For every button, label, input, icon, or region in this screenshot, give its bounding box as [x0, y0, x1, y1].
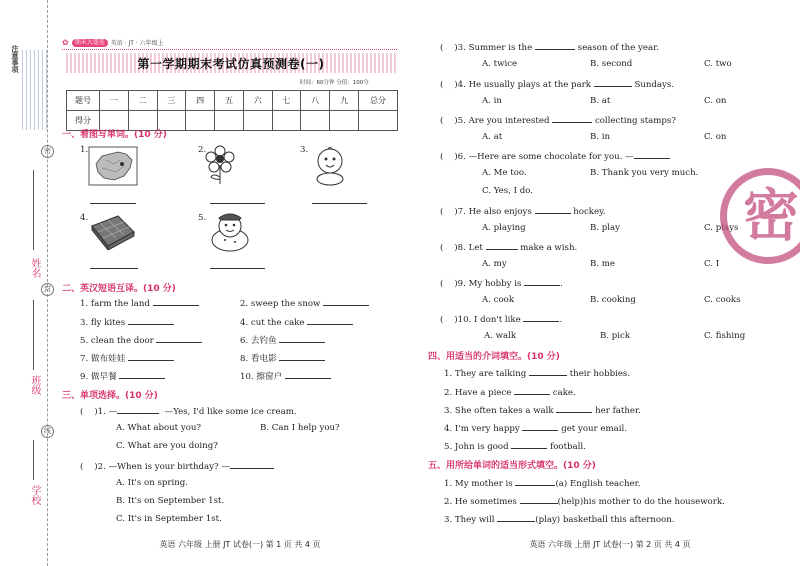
mc-question: ( )1. — —Yes, I'd like some ice cream. [80, 407, 297, 417]
score-cell: 九 [330, 91, 359, 111]
answer-blank[interactable] [634, 150, 670, 159]
option-b[interactable]: B. in [590, 132, 611, 142]
phrase-text: 3. fly kites [80, 318, 126, 328]
binding-margin [0, 0, 58, 566]
answer-line[interactable] [312, 203, 367, 204]
answer-blank[interactable] [230, 460, 274, 469]
notes-text [22, 50, 48, 130]
question-stem: )2. —When is your birthday? — [94, 462, 230, 472]
score-cell: 总分 [359, 91, 398, 111]
phrase-text: 5. clean the door [80, 336, 154, 346]
phrase-item [240, 334, 325, 346]
phrase-item [240, 297, 369, 309]
footer-right: 英语 六年级 上册 JT 试卷(一) 第 2 页 共 4 页 [529, 540, 691, 549]
fill-item [444, 513, 675, 525]
answer-blank[interactable] [279, 334, 325, 343]
snowman-picture [205, 210, 255, 252]
answer-blank[interactable] [514, 386, 550, 395]
fill-item [444, 404, 641, 416]
question-tail: . [560, 279, 563, 289]
answer-blank[interactable] [119, 370, 165, 379]
question-tail: . [559, 315, 563, 325]
answer-blank[interactable] [522, 422, 558, 431]
series-tag: 期末大遥选 [72, 39, 108, 47]
option-c[interactable]: C. I [704, 259, 720, 269]
score-input[interactable] [359, 111, 398, 131]
answer-blank[interactable] [156, 334, 202, 343]
fill-item [444, 422, 627, 434]
score-input[interactable] [215, 111, 244, 131]
seal-mark: 封 [41, 283, 54, 296]
item-text: her father. [595, 406, 641, 416]
item-text: (a) English teacher. [555, 479, 641, 489]
section2-heading: 二、英汉短语互译。(10 分) [62, 284, 176, 294]
page-title: 第一学期期末考试仿真预测卷(一) [137, 57, 325, 71]
item-text: 1. My mother is [444, 479, 513, 489]
option-c[interactable]: C. fishing [704, 331, 746, 341]
option-b[interactable]: B. cooking [590, 295, 636, 305]
answer-line[interactable] [210, 203, 265, 204]
q3-number: 3. [300, 145, 309, 155]
answer-blank[interactable] [594, 78, 632, 87]
fill-item [444, 477, 641, 489]
score-cell: 四 [186, 91, 215, 111]
phrase-text: 1. farm the land [80, 299, 150, 309]
option-a[interactable]: A. Me too. [482, 168, 527, 178]
mc-question: ( )9. My hobby is . [440, 279, 563, 289]
question-tail: Sundays. [634, 80, 675, 90]
score-cell: 二 [128, 91, 157, 111]
mc-question: ( )7. He also enjoys hockey. [440, 207, 606, 217]
class-label: 班级 [29, 375, 40, 395]
school-label: 学校 [29, 485, 40, 505]
score-cell: 一 [100, 91, 129, 111]
answer-blank[interactable] [497, 513, 535, 522]
option-c[interactable]: C. plays [704, 223, 739, 233]
item-text: 1. They are talking [444, 369, 527, 379]
baby-picture [310, 146, 350, 186]
footer-left: 英语 六年级 上册 JT 试卷(一) 第 1 页 共 4 页 [159, 540, 321, 549]
item-text: 2. He sometimes [444, 497, 517, 507]
mc-question: ( )2. —When is your birthday? — [80, 460, 274, 472]
item-text: 5. John is good [444, 442, 509, 452]
score-input[interactable] [243, 111, 272, 131]
phrase-item [80, 297, 199, 309]
option-c[interactable]: C. cooks [704, 295, 741, 305]
option-c[interactable]: C. two [704, 59, 732, 69]
seal-mark: 密 [41, 145, 54, 158]
section5-heading: 五、用所给单词的适当形式填空。(10 分) [428, 461, 596, 471]
answer-blank[interactable] [535, 41, 575, 50]
china-map-picture [88, 146, 138, 186]
option-c[interactable]: C. on [704, 96, 727, 106]
phrase-item [80, 334, 202, 346]
question-tail: hockey. [573, 207, 606, 217]
option-b[interactable]: B. pick [600, 331, 631, 341]
question-stem: )6. —Here are some chocolate for you. — [454, 152, 634, 162]
question-stem: )8. Let [454, 243, 483, 253]
phrase-text: 2. sweep the snow [240, 299, 321, 309]
question-stem: )3. Summer is the [454, 43, 533, 53]
score-label: 得分 [67, 111, 100, 131]
answer-blank[interactable] [279, 352, 325, 361]
item-text: cake. [552, 388, 576, 398]
option-c[interactable]: C. on [704, 132, 727, 142]
option-c[interactable]: C. It's in September 1st. [116, 514, 222, 524]
phrase-item [80, 370, 165, 382]
item-text: 2. Have a piece [444, 388, 512, 398]
option-a[interactable]: A. my [482, 259, 507, 269]
question-stem: )5. Are you interested [454, 116, 550, 126]
class-field[interactable] [33, 300, 34, 370]
answer-blank[interactable] [128, 352, 174, 361]
fill-item [444, 386, 576, 398]
answer-blank[interactable] [524, 277, 560, 286]
item-text: 3. They will [444, 515, 495, 525]
mc-question: ( )5. Are you interested collecting stamps? [440, 116, 676, 126]
phrase-text: 10. 擦窗户 [240, 372, 283, 382]
mc-question: ( )6. —Here are some chocolate for you. — [440, 150, 670, 162]
series-header [62, 38, 164, 47]
question-stem: )1. — [94, 407, 118, 417]
divider [62, 49, 397, 50]
school-field[interactable] [33, 440, 34, 480]
name-label: 姓名 [29, 258, 40, 278]
phrase-text: 7. 做布娃娃 [80, 354, 126, 364]
flower-icon: ✿ [62, 38, 69, 47]
score-table [66, 90, 398, 131]
option-b[interactable]: B. second [590, 59, 633, 69]
chocolate-picture [88, 214, 136, 250]
q1-number: 1. [80, 145, 89, 155]
item-text: 3. She often takes a walk [444, 406, 554, 416]
answer-blank[interactable] [153, 297, 199, 306]
question-tail: season of the year. [577, 43, 659, 53]
answer-blank[interactable] [511, 440, 547, 449]
seal-mark: 线 [41, 425, 54, 438]
section4-heading: 四、用适当的介词填空。(10 分) [428, 352, 560, 362]
option-b[interactable]: B. It's on September 1st. [116, 496, 225, 506]
option-a[interactable]: A. walk [484, 331, 517, 341]
question-stem: )7. He also enjoys [454, 207, 532, 217]
answer-line[interactable] [90, 268, 138, 269]
course-info: 英语 · JT · 六年级上 [110, 40, 164, 47]
option-a[interactable]: A. in [482, 96, 502, 106]
mc-question: ( )10. I don't like . [440, 315, 563, 325]
phrase-item [80, 316, 174, 328]
score-cell: 六 [243, 91, 272, 111]
mc-question: ( )4. He usually plays at the park Sundays. [440, 80, 675, 90]
option-a[interactable]: A. playing [482, 223, 526, 233]
question-stem: )9. My hobby is [454, 279, 522, 289]
score-cell: 八 [301, 91, 330, 111]
question-tail: make a wish. [520, 243, 578, 253]
answer-blank[interactable] [117, 405, 159, 414]
option-b[interactable]: B. Thank you very much. [590, 168, 699, 178]
score-header-row [67, 91, 398, 111]
answer-blank[interactable] [323, 297, 369, 306]
answer-blank[interactable] [285, 370, 331, 379]
time-info: 时间：60分钟 分值：100分 [300, 80, 369, 86]
name-field[interactable] [33, 170, 34, 250]
answer-blank[interactable] [486, 241, 518, 250]
phrase-text: 8. 看电影 [240, 354, 277, 364]
answer-blank[interactable] [535, 205, 571, 214]
answer-blank[interactable] [520, 495, 558, 504]
answer-line[interactable] [210, 268, 265, 269]
item-text: their hobbies. [569, 369, 631, 379]
phrase-item [80, 352, 174, 364]
question-stem: )4. He usually plays at the park [454, 80, 591, 90]
answer-blank[interactable] [552, 114, 592, 123]
option-a[interactable]: A. at [482, 132, 503, 142]
score-cell: 七 [272, 91, 301, 111]
answer-blank[interactable] [523, 313, 559, 322]
score-cell: 三 [157, 91, 186, 111]
question-tail: —Yes, I'd like some ice cream. [164, 407, 297, 417]
mc-question: ( )3. Summer is the season of the year. [440, 43, 659, 53]
answer-line[interactable] [90, 203, 136, 204]
option-b[interactable]: B. play [590, 223, 621, 233]
q4-number: 4. [80, 213, 89, 223]
q5-number: 5. [198, 213, 207, 223]
answer-blank[interactable] [529, 367, 567, 376]
phrase-item [240, 316, 353, 328]
score-cell: 五 [215, 91, 244, 111]
answer-blank[interactable] [515, 477, 555, 486]
question-stem: )10. I don't like [454, 315, 521, 325]
section3-heading: 三、单项选择。(10 分) [62, 391, 158, 401]
question-tail: collecting stamps? [594, 116, 676, 126]
score-cell: 题号 [67, 91, 100, 111]
option-a[interactable]: A. cook [482, 295, 515, 305]
option-b[interactable]: B. at [590, 96, 611, 106]
option-a[interactable]: A. twice [482, 59, 518, 69]
item-text: 4. I'm very happy [444, 424, 520, 434]
item-text: (play) basketball this afternoon. [535, 515, 675, 525]
option-a[interactable]: A. It's on spring. [116, 478, 188, 488]
option-c[interactable]: C. Yes, I do. [482, 186, 533, 196]
item-text: get your email. [561, 424, 627, 434]
answer-blank[interactable] [128, 316, 174, 325]
phrase-item [240, 352, 325, 364]
option-b[interactable]: B. Can I help you? [260, 423, 340, 433]
q2-number: 2. [198, 145, 207, 155]
fill-item [444, 495, 725, 507]
fill-item [444, 440, 586, 452]
section1-heading: 一、看图写单词。(10 分) [62, 130, 167, 140]
mc-question: ( )8. Let make a wish. [440, 243, 578, 253]
item-text: football. [550, 442, 586, 452]
item-text: (help)his mother to do the housework. [557, 497, 725, 507]
fill-item [444, 367, 630, 379]
phrase-text: 6. 去钓鱼 [240, 336, 277, 346]
option-b[interactable]: B. me [590, 259, 616, 269]
option-a[interactable]: A. What about you? [116, 423, 202, 433]
flower-picture [205, 145, 235, 185]
seal-stamp [720, 168, 800, 264]
phrase-text: 4. cut the cake [240, 318, 305, 328]
stamp-glyph: 密 [743, 184, 799, 249]
phrase-text: 9. 做早餐 [80, 372, 117, 382]
score-input[interactable] [301, 111, 330, 131]
score-input[interactable] [330, 111, 359, 131]
score-input[interactable] [186, 111, 215, 131]
phrase-item [240, 370, 331, 382]
option-c[interactable]: C. What are you doing? [116, 441, 218, 451]
score-input[interactable] [272, 111, 301, 131]
notes-heading: 注意事项 [11, 45, 19, 73]
answer-blank[interactable] [556, 404, 592, 413]
answer-blank[interactable] [307, 316, 353, 325]
